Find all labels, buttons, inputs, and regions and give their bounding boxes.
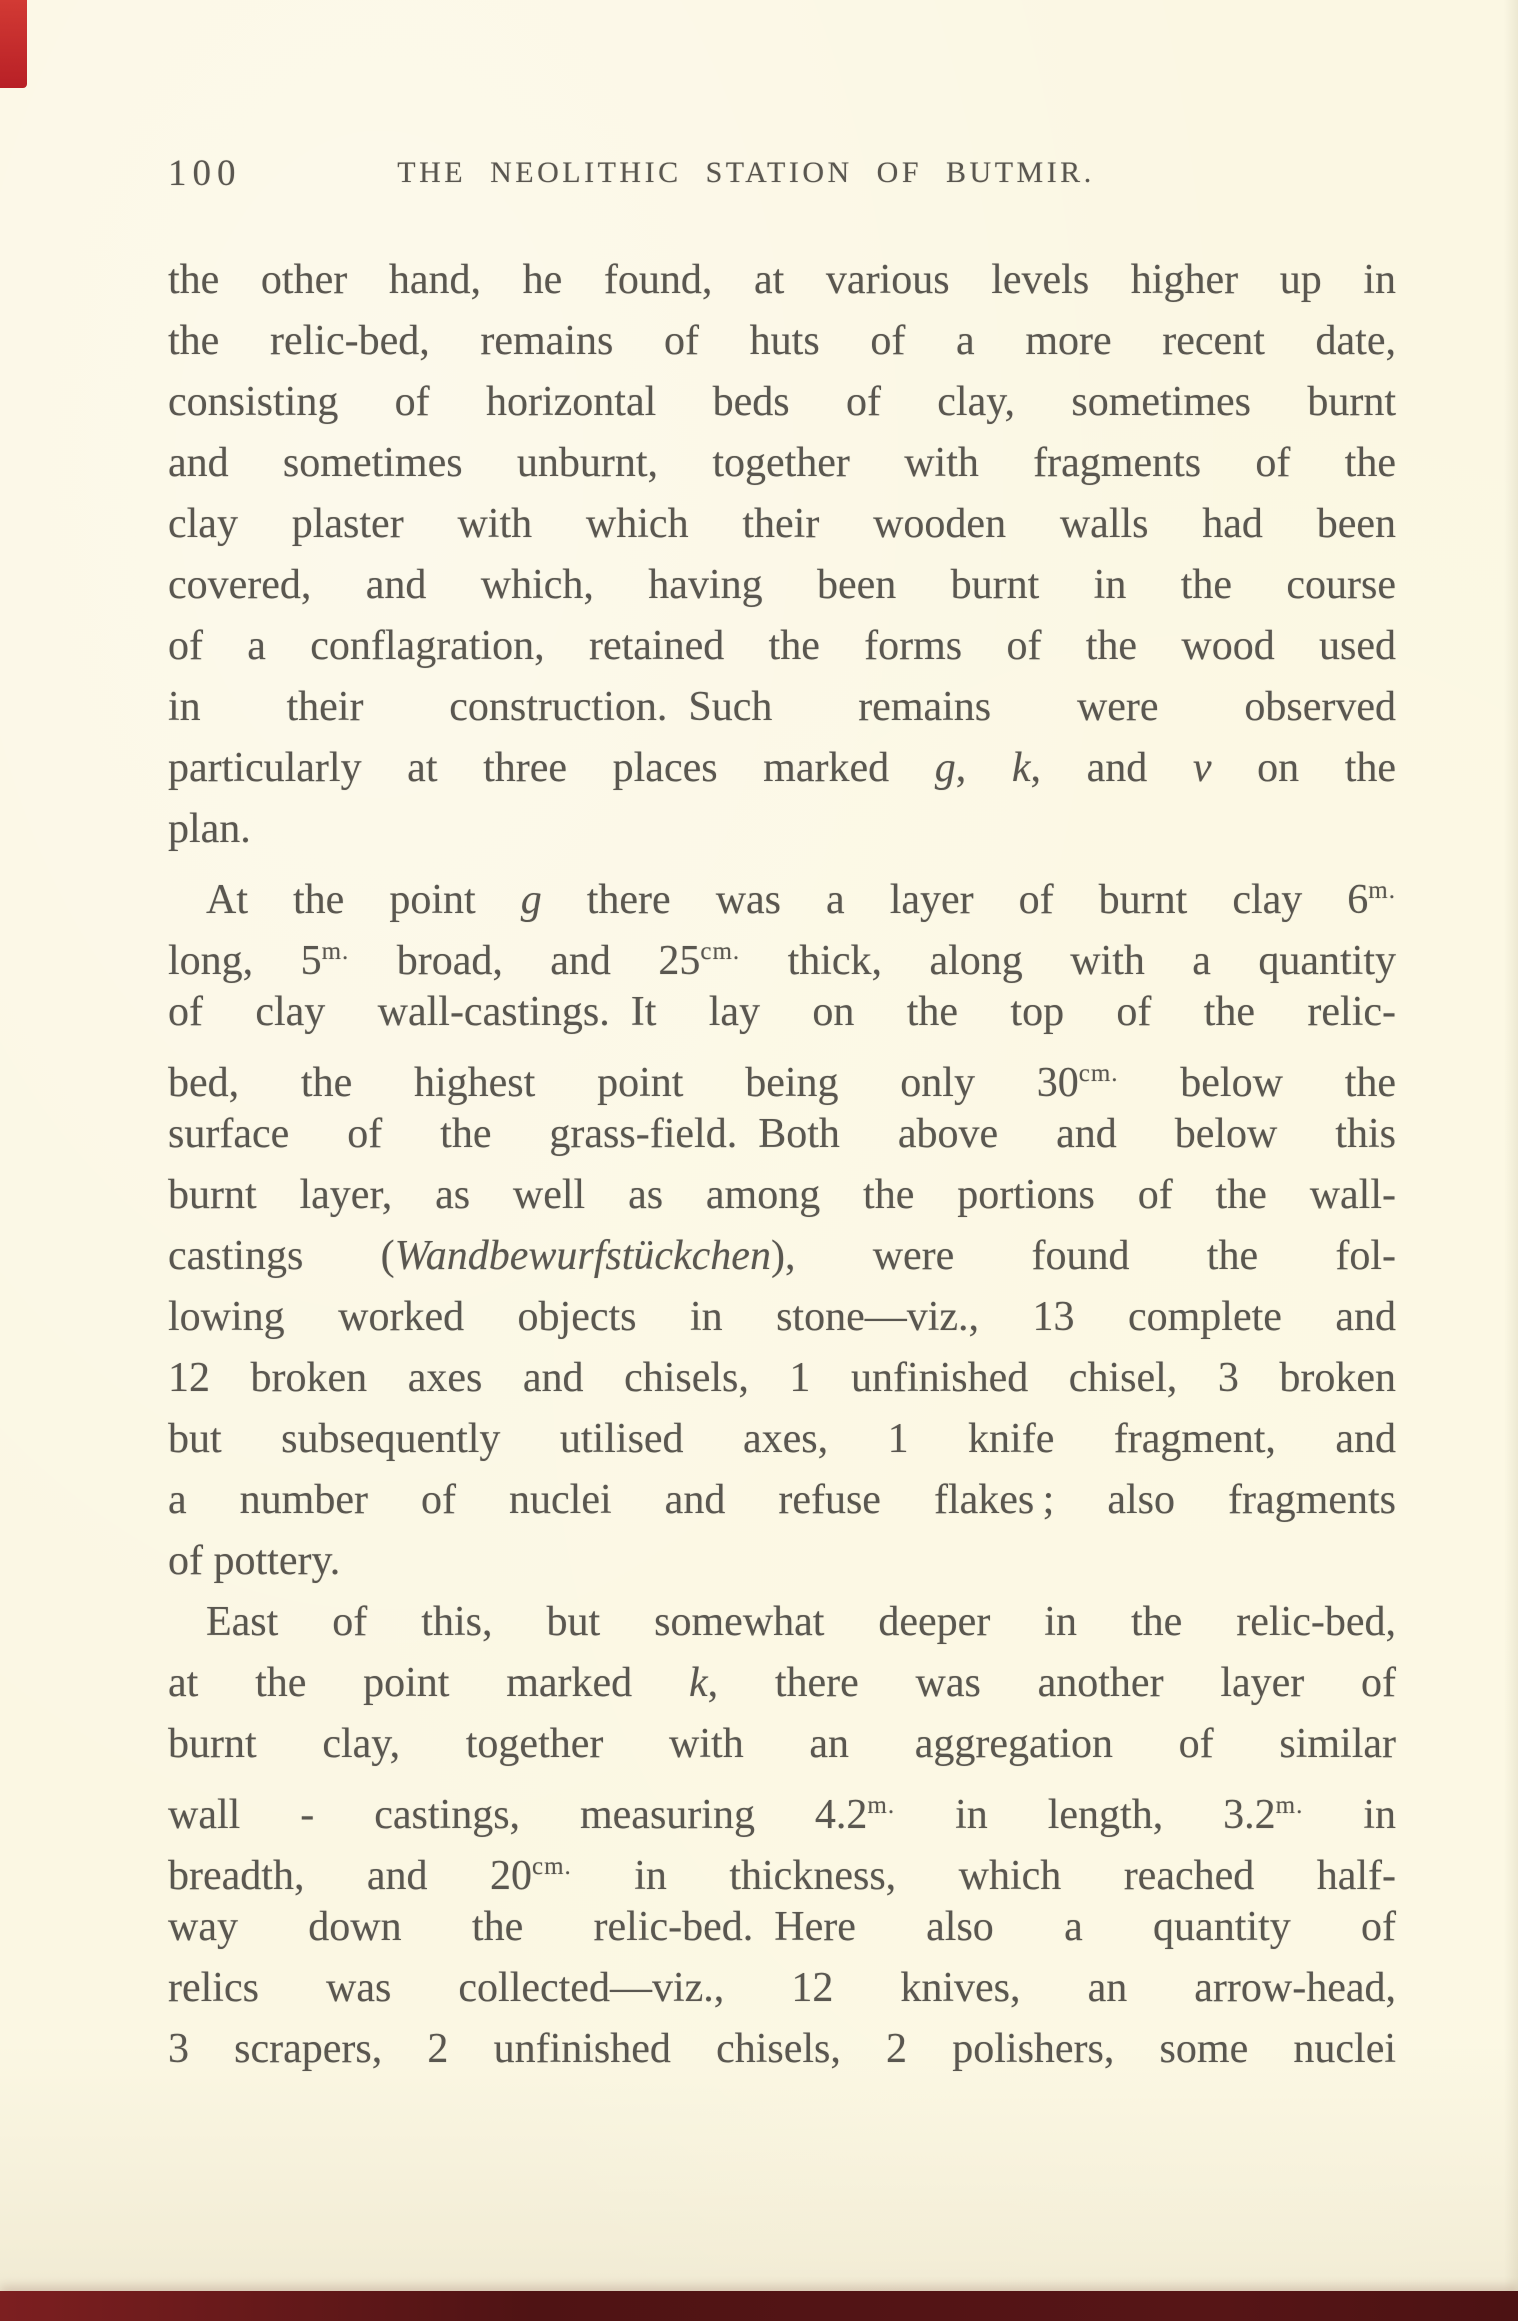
text-line: of clay wall-castings. It lay on the top of the relic- xyxy=(168,989,1396,1035)
text-line: clay plaster with which their wooden walls had been xyxy=(168,501,1396,547)
scan-mark-top-left xyxy=(0,0,27,88)
running-header: THE NEOLITHIC STATION OF BUTMIR. xyxy=(397,156,1095,189)
scan-band-bottom xyxy=(0,2291,1518,2321)
text-line: of pottery. xyxy=(168,1538,341,1584)
text-line: a number of nuclei and refuse flakes ; also fragments xyxy=(168,1477,1396,1523)
text-line: bed, the highest point being only $30^{cm.}$ below the xyxy=(168,1060,1397,1106)
text-block xyxy=(168,250,1396,2080)
page-right-edge-shadow xyxy=(1504,0,1518,2321)
text-line: breadth, and $20^{cm.}$ in thickness, which reached half- xyxy=(168,1853,1396,1899)
text-line: consisting of horizontal beds of clay, sometimes burnt xyxy=(168,379,1396,425)
text-line: castings (Wandbewurfstückchen), were found the fol- xyxy=(168,1233,1397,1279)
text-line: but subsequently utilised axes, 1 knife fragment, and xyxy=(168,1416,1396,1462)
text-line: At the point g there was a layer of burnt clay $6^{m.}$ xyxy=(206,877,1396,923)
text-line: long, $5^{m.}$ broad, and $25^{cm.}$ thick, along with a quantity xyxy=(168,938,1396,984)
text-line: the other hand, he found, at various levels higher up in xyxy=(168,257,1396,303)
text-line: plan. xyxy=(168,806,251,852)
text-line: surface of the grass-field. Both above and below this xyxy=(168,1111,1396,1157)
text-line: way down the relic-bed. Here also a quantity of xyxy=(168,1904,1396,1950)
text-line: the relic-bed, remains of huts of a more recent date, xyxy=(168,318,1396,364)
page-header xyxy=(168,146,1396,198)
text-line: burnt layer, as well as among the portions of the wall- xyxy=(168,1172,1396,1218)
page-number: 100 xyxy=(168,153,242,194)
text-line: at the point marked k, there was another layer of xyxy=(168,1660,1396,1706)
text-line: 12 broken axes and chisels, 1 unfinished chisel, 3 broken xyxy=(168,1355,1396,1401)
text-line: covered, and which, having been burnt in the course xyxy=(168,562,1396,608)
text-line: wall - castings, measuring $4.2^{m.}$ in length, $3.2^{m.}$ in xyxy=(168,1792,1397,1838)
text-line: in their construction. Such remains were observed xyxy=(168,684,1396,730)
text-line: particularly at three places marked g, k, and v on the xyxy=(168,745,1397,791)
text-line: lowing worked objects in stone—viz., 13 complete and xyxy=(168,1294,1396,1340)
text-line: 3 scrapers, 2 unfinished chisels, 2 polishers, some nuclei xyxy=(168,2026,1396,2072)
text-line: and sometimes unburnt, together with fragments of the xyxy=(168,440,1396,486)
text-line: relics was collected—viz., 12 knives, an arrow-head, xyxy=(168,1965,1396,2011)
text-line: East of this, but somewhat deeper in the relic-bed, xyxy=(206,1599,1396,1645)
text-line: burnt clay, together with an aggregation of similar xyxy=(168,1721,1396,1767)
text-line: of a conflagration, retained the forms of the wood used xyxy=(168,623,1396,669)
